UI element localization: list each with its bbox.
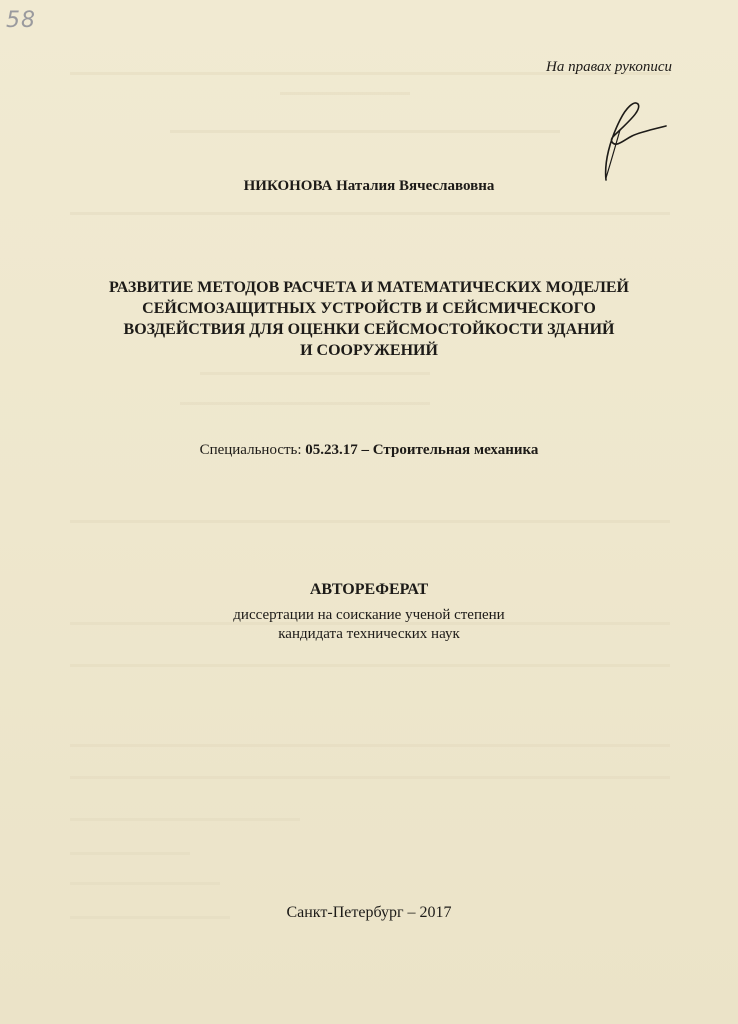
show-through-line [70, 776, 670, 779]
author-name: НИКОНОВА Наталия Вячеславовна [243, 178, 495, 194]
pencil-margin-note: 58 [6, 8, 36, 33]
degree-description [0, 606, 738, 644]
specialty-label: Специальность: [199, 442, 302, 458]
handwritten-signature [576, 92, 676, 182]
show-through-line [70, 818, 300, 821]
show-through-line [170, 130, 560, 133]
title-line: ВОЗДЕЙСТВИЯ ДЛЯ ОЦЕНКИ СЕЙСМОСТОЙКОСТИ ЗДАНИЙ [123, 321, 615, 338]
show-through-line [70, 664, 670, 667]
document-type: АВТОРЕФЕРАТ [309, 581, 429, 598]
show-through-line [70, 882, 220, 885]
show-through-line [70, 744, 670, 747]
show-through-line [280, 92, 410, 95]
show-through-line [70, 852, 190, 855]
title-line: СЕЙСМОЗАЩИТНЫХ УСТРОЙСТВ И СЕЙСМИЧЕСКОГО [142, 300, 596, 317]
city-year: Санкт-Петербург – 2017 [286, 904, 452, 921]
show-through-line [70, 212, 670, 215]
dissertation-title [0, 277, 738, 361]
show-through-line [180, 402, 430, 405]
description-line: диссертации на соискание ученой степени [233, 607, 505, 623]
specialty-value: 05.23.17 – Строительная механика [305, 442, 539, 458]
specialty [0, 442, 738, 459]
show-through-line [200, 372, 430, 375]
title-line: И СООРУЖЕНИЙ [300, 342, 438, 359]
manuscript-rights-note: На правах рукописи [546, 59, 672, 75]
title-line: РАЗВИТИЕ МЕТОДОВ РАСЧЕТА И МАТЕМАТИЧЕСКИХ МОДЕЛЕЙ [109, 279, 629, 296]
show-through-line [70, 520, 670, 523]
description-line: кандидата технических наук [278, 626, 460, 642]
